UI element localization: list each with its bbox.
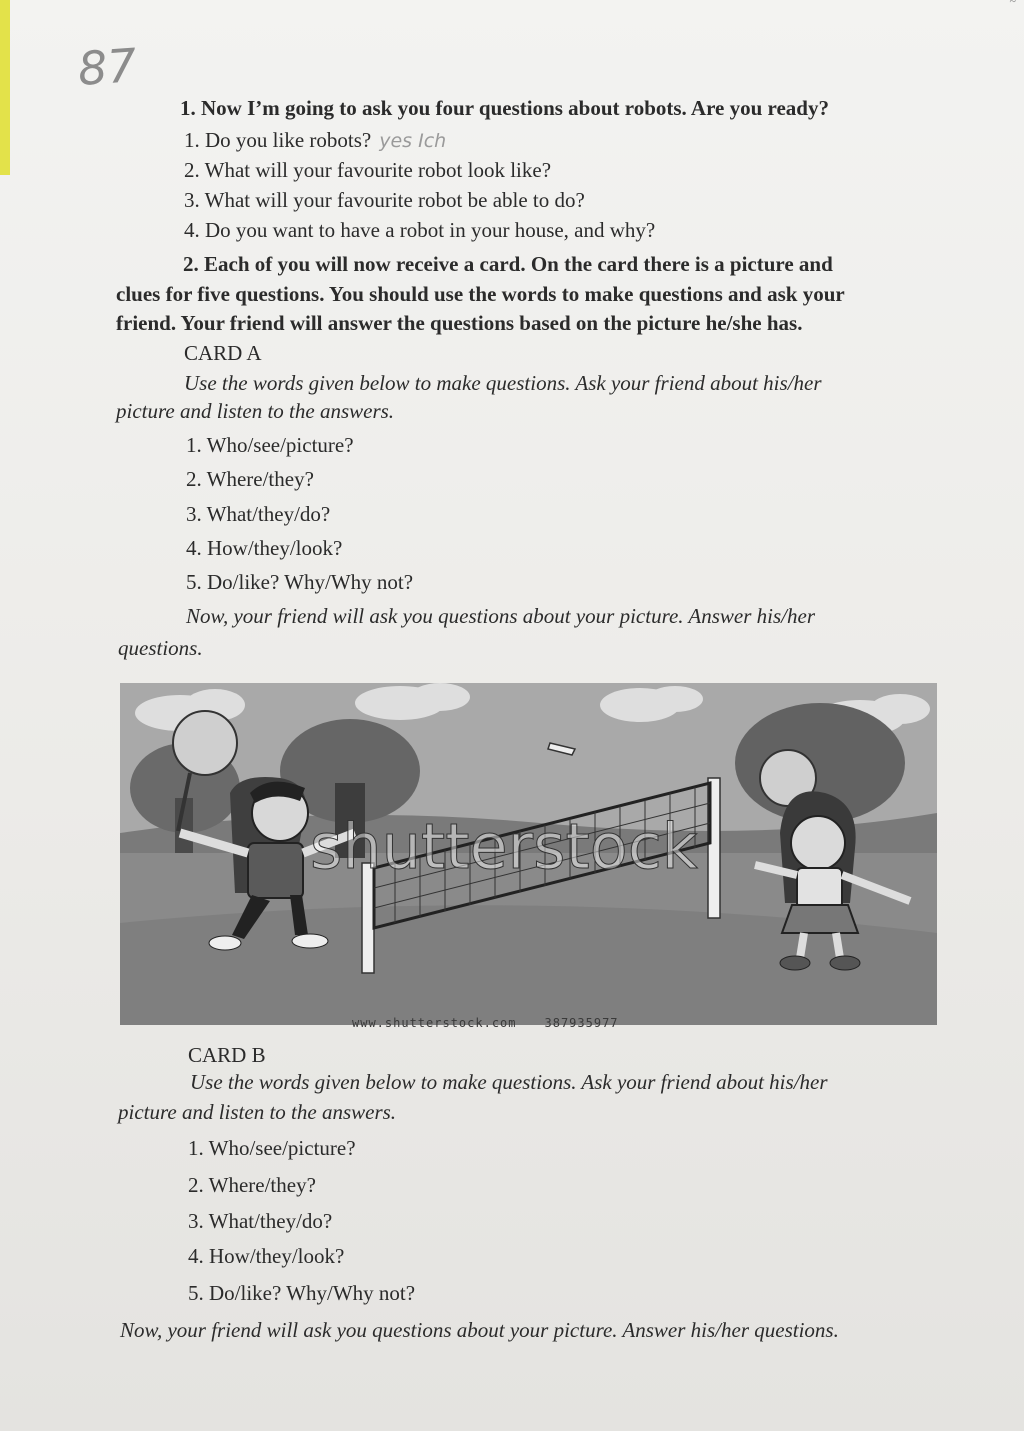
card-b-instruction-line-1: Use the words given below to make questions. Ask your friend about his/her — [190, 1070, 828, 1094]
caption-id: 387935977 — [544, 1016, 619, 1030]
page-edge — [0, 0, 10, 175]
caption-url: www.shutterstock.com — [352, 1016, 517, 1030]
section2-instruction-line-2: clues for five questions. You should use the words to make questions and ask your — [116, 282, 845, 306]
card-b-question-5: 5. Do/like? Why/Why not? — [188, 1281, 416, 1305]
card-a-closing-line-2: questions. — [118, 636, 203, 660]
card-a-question-4: 4. How/they/look? — [186, 536, 343, 560]
card-a-question-5: 5. Do/like? Why/Why not? — [186, 570, 414, 594]
card-b-question-2: 2. Where/they? — [188, 1173, 316, 1197]
corner-mark: ~ — [1009, 0, 1016, 8]
card-b-instruction-line-2: picture and listen to the answers. — [118, 1100, 397, 1124]
robot-question-2: 2. What will your favourite robot look like? — [184, 158, 552, 182]
card-a-instruction-line-2: picture and listen to the answers. — [116, 399, 395, 423]
robot-question-4: 4. Do you want to have a robot in your house, and why? — [184, 218, 656, 242]
handwritten-answer: yes Ich — [379, 130, 447, 152]
robot-question-3: 3. What will your favourite robot be able to do? — [184, 188, 585, 212]
section1-heading: 1. Now I’m going to ask you four questions about robots. Are you ready? — [180, 96, 829, 120]
card-a-question-2: 2. Where/they? — [186, 467, 314, 491]
page-number: 87 — [76, 38, 139, 96]
card-b-question-3: 3. What/they/do? — [188, 1209, 333, 1233]
card-b-question-4: 4. How/they/look? — [188, 1244, 345, 1268]
section2-instruction-line-1: 2. Each of you will now receive a card. On the card there is a picture and — [183, 252, 833, 276]
section2-instruction-line-3: friend. Your friend will answer the questions based on the picture he/she has. — [116, 311, 803, 335]
robot-question-1: 1. Do you like robots? yes Ich — [184, 128, 447, 152]
card-b-closing-line: Now, your friend will ask you questions about your picture. Answer his/her questions. — [120, 1318, 839, 1342]
card-a-title: CARD A — [184, 341, 262, 365]
card-a-question-1: 1. Who/see/picture? — [186, 433, 354, 457]
badminton-picture — [120, 683, 937, 1025]
badminton-illustration — [120, 683, 937, 1025]
card-b-question-1: 1. Who/see/picture? — [188, 1136, 356, 1160]
card-a-question-3: 3. What/they/do? — [186, 502, 331, 526]
card-a-closing-line-1: Now, your friend will ask you questions about your picture. Answer his/her — [186, 604, 816, 628]
watermark-text: shutterstock — [310, 810, 698, 883]
card-a-instruction-line-1: Use the words given below to make questions. Ask your friend about his/her — [184, 371, 822, 395]
card-b-title: CARD B — [188, 1043, 266, 1067]
image-caption — [352, 1016, 647, 1030]
